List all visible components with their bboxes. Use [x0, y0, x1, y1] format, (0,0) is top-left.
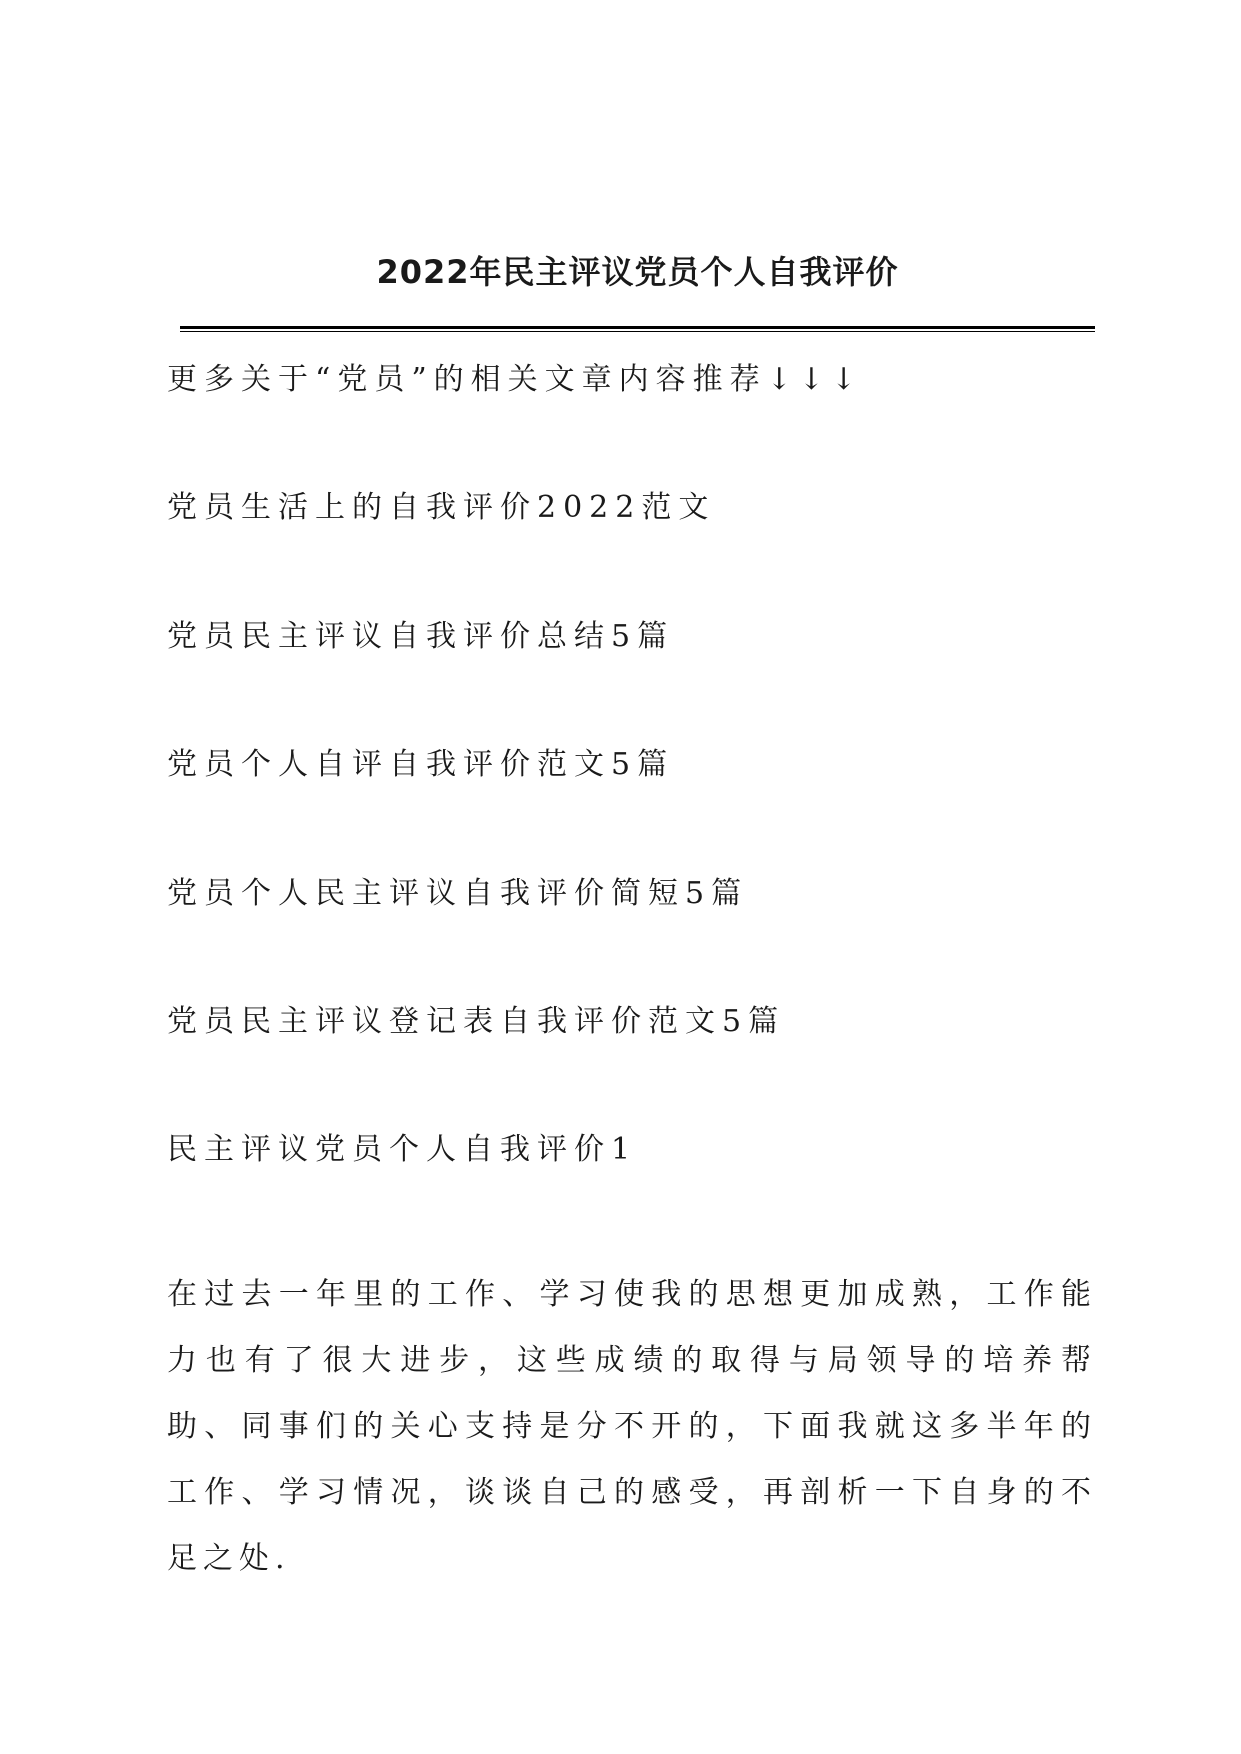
related-link[interactable]: 党员个人民主评议自我评价简短5篇	[167, 876, 749, 911]
related-link[interactable]: 党员个人自评自我评价范文5篇	[167, 747, 675, 782]
title-divider-thin	[180, 331, 1095, 332]
related-link[interactable]: 党员民主评议登记表自我评价范文5篇	[167, 1004, 786, 1039]
section-heading: 民主评议党员个人自我评价1	[167, 1132, 638, 1167]
body-paragraph: 在过去一年里的工作、学习使我的思想更加成熟，工作能力也有了很大进步，这些成绩的取得与局领导的培养帮助、同事们的关心支持是分不开的，下面我就这多半年的工作、学习情况，谈谈自己的感受，再剖析一下自身的不足之处.	[167, 1277, 1097, 1576]
related-link[interactable]: 党员生活上的自我评价2022范文	[167, 490, 716, 525]
title-divider-thick	[180, 326, 1095, 329]
document-title: 2022年民主评议党员个人自我评价	[376, 253, 899, 291]
recommend-line: 更多关于“党员”的相关文章内容推荐↓↓↓	[167, 362, 864, 397]
related-link[interactable]: 党员民主评议自我评价总结5篇	[167, 619, 675, 654]
